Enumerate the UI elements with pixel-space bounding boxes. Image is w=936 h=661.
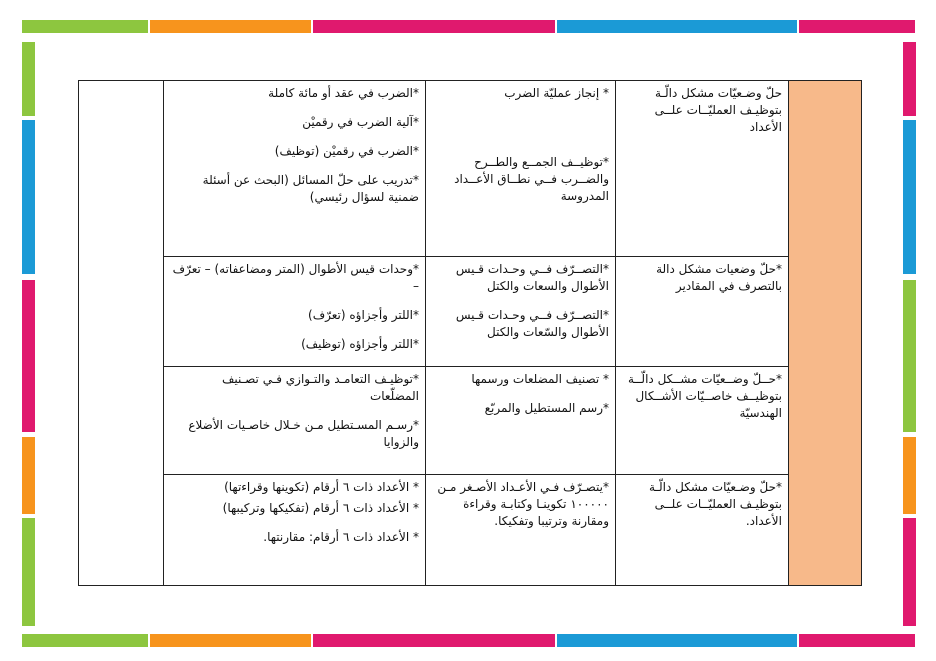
frame-left-green-2 xyxy=(22,518,35,626)
period-cell xyxy=(79,81,164,586)
competency-text: *حلّ وضعيات مشكل دالة بالتصرف في المقادير xyxy=(656,262,782,293)
frame-top-magenta-2 xyxy=(799,20,915,33)
content-item: *وحدات قيس الأطوال (المتر ومضاعفاته) – تعرّف – xyxy=(172,262,419,293)
content-item: * الأعداد ذات ٦ أرقام (تفكيكها وتركيبها) xyxy=(222,501,419,515)
frame-left-blue xyxy=(22,120,35,274)
frame-left-green xyxy=(22,42,35,116)
frame-top-green xyxy=(22,20,148,33)
objective-item: *توظيــف الجمــع والطــرح والضــرب فــي نطــاق الأعــداد المدروسة xyxy=(454,155,609,203)
lesson-plan-table xyxy=(78,80,862,586)
competency-text: حلّ وضـعيّات مشكل دالّـة بتوظيـف العمليّــات علــى الأعداد xyxy=(654,86,782,134)
contents-cell xyxy=(164,257,426,367)
table-row xyxy=(79,475,862,586)
objectives-cell xyxy=(426,257,616,367)
competency-cell xyxy=(616,81,789,257)
peach-column xyxy=(789,81,862,586)
frame-bottom-magenta xyxy=(313,634,555,647)
content-item: *اللتر وأجزاؤه (تعرّف) xyxy=(308,308,419,322)
objectives-cell xyxy=(426,367,616,475)
contents-cell xyxy=(164,81,426,257)
objective-item: *يتصـرّف فـي الأعـداد الأصـغر مـن ١٠٠٠٠٠ تكوينـا وكتابـة وقراءة ومقارنة وترتيبا وتفكيكا. xyxy=(437,480,609,528)
content-item: * الأعداد ذات ٦ أرقام: مقارنتها. xyxy=(263,530,419,544)
competency-text: *حــلّ وضــعيّات مشــكل دالّــة بتوظيــف خاصــيّات الأشــكال الهندسيّة xyxy=(627,372,782,420)
objective-item: * إنجاز عمليّة الضرب xyxy=(504,86,609,100)
frame-bottom-blue xyxy=(557,634,797,647)
frame-right-orange xyxy=(903,437,916,514)
objective-item: *رسم المستطيل والمربّع xyxy=(484,401,609,415)
frame-top-orange xyxy=(150,20,311,33)
frame-top-magenta xyxy=(313,20,555,33)
frame-right-green xyxy=(903,280,916,432)
content-item: *اللتر وأجزاؤه (توظيف) xyxy=(301,337,419,351)
frame-bottom-green xyxy=(22,634,148,647)
frame-top-blue xyxy=(557,20,797,33)
competency-text: *حلّ وضـعيّات مشكل دالّـة بتوظيـف العمليّــات علــى الأعداد. xyxy=(649,480,782,528)
objectives-cell xyxy=(426,81,616,257)
objective-item: * تصنيف المضلعات ورسمها xyxy=(471,372,609,386)
frame-bottom-magenta-2 xyxy=(799,634,915,647)
content-item: *الضرب في عقد أو مائة كاملة xyxy=(268,86,419,100)
content-item: *تدريب على حلّ المسائل (البحث عن أسئلة ضمنية لسؤال رئيسي) xyxy=(202,173,419,204)
frame-bottom-orange xyxy=(150,634,311,647)
competency-cell xyxy=(616,475,789,586)
competency-cell xyxy=(616,257,789,367)
contents-cell xyxy=(164,367,426,475)
content-item: *آلية الضرب في رقميْن xyxy=(302,115,419,129)
content-item: * الأعداد ذات ٦ أرقام (تكوينها وقراءتها) xyxy=(224,480,419,494)
table-row xyxy=(79,367,862,475)
table-row xyxy=(79,257,862,367)
content-item: *توظيـف التعامـد والتـوازي فـي تصـنيف المضلّعات xyxy=(221,372,419,403)
content-item: *رسـم المسـتطيل مـن خـلال خاصـيات الأضلاع والزوايا xyxy=(188,418,419,449)
frame-right-blue xyxy=(903,120,916,274)
objectives-cell xyxy=(426,475,616,586)
objective-item: *التصــرّف فــي وحـدات قـيس الأطوال والسّعات والكتل xyxy=(455,308,609,339)
frame-right-magenta-2 xyxy=(903,518,916,626)
contents-cell xyxy=(164,475,426,586)
frame-left-orange xyxy=(22,437,35,514)
content-item: *الضرب في رقميْن (توظيف) xyxy=(274,144,419,158)
objective-item: *التصــرّف فــي وحـدات قـيس الأطوال والسعات والكتل xyxy=(455,262,609,293)
frame-left-magenta xyxy=(22,280,35,432)
table-row xyxy=(79,81,862,257)
competency-cell xyxy=(616,367,789,475)
frame-right-magenta xyxy=(903,42,916,116)
